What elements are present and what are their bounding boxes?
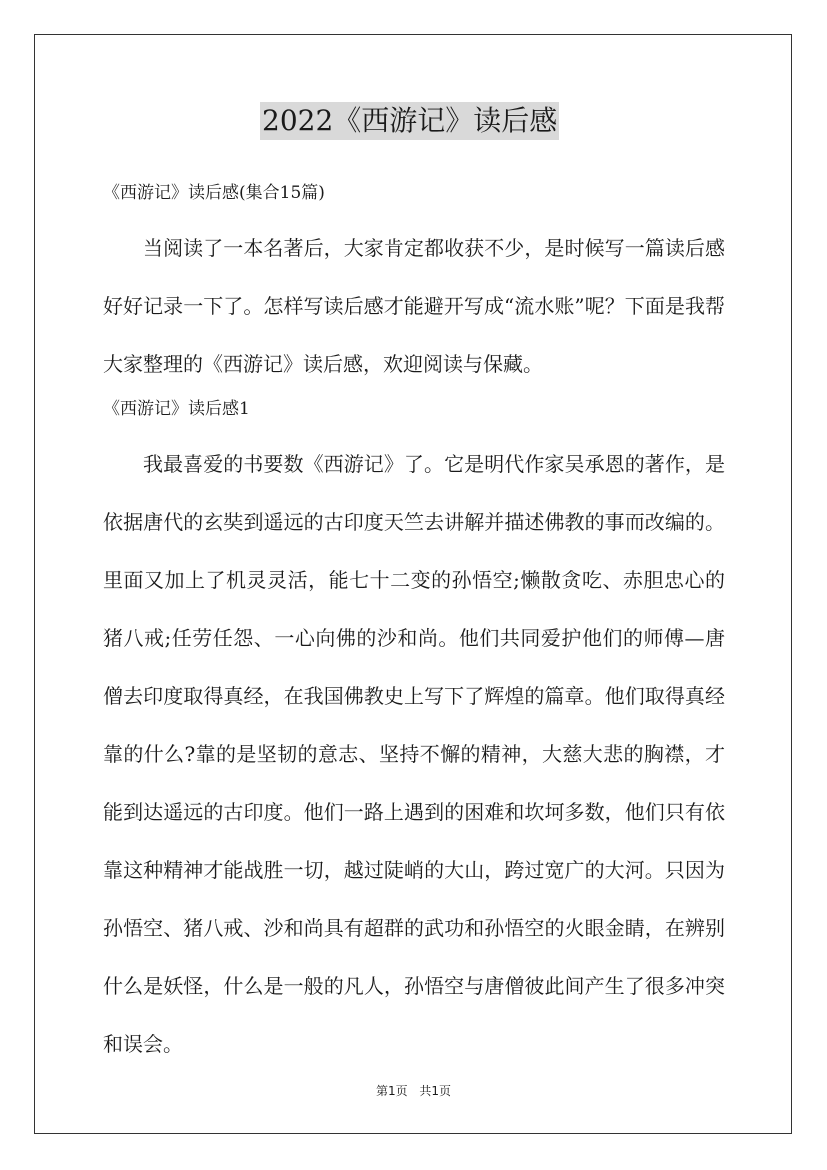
document-subtitle: 《西游记》读后感(集合15篇)	[103, 183, 325, 203]
page-footer	[0, 1082, 827, 1099]
page-number: 第1页	[375, 1084, 408, 1098]
intro-paragraph: 当阅读了一本名著后，大家肯定都收获不少，是时候写一篇读后感好好记录一下了。怎样写读后感才能避开写成“流水账”呢？下面是我帮大家整理的《西游记》读后感，欢迎阅读与保藏。	[103, 236, 725, 376]
section-heading: 《西游记》读后感1	[103, 399, 250, 419]
body-paragraph: 我最喜爱的书要数《西游记》了。它是明代作家吴承恩的著作，是依据唐代的玄奘到遥远的古印度天竺去讲解并描述佛教的事而改编的。里面又加上了机灵灵活，能七十二变的孙悟空;懒散贪吃、赤胆忠心的猪八戒;任劳任怨、一心向佛的沙和尚。他们共同爱护他们的师傅—唐僧去印度取得真经，在我国佛教史上写下了辉煌的篇章。他们取得真经靠的什么?靠的是坚韧的意志、坚持不懈的精神，大慈大悲的胸襟，才能到达遥远的古印度。他们一路上遇到的困难和坎坷多数，他们只有依靠这种精神才能战胜一切，越过陡峭的大山，跨过宽广的大河。只因为孙悟空、猪八戒、沙和尚具有超群的武功和孙悟空的火眼金睛，在辨别什么是妖怪，什么是一般的凡人，孙悟空与唐僧彼此间产生了很多冲突和误会。	[103, 452, 725, 1056]
document-title: 2022《西游记》读后感	[260, 102, 559, 140]
page-total: 共1页	[419, 1084, 452, 1098]
